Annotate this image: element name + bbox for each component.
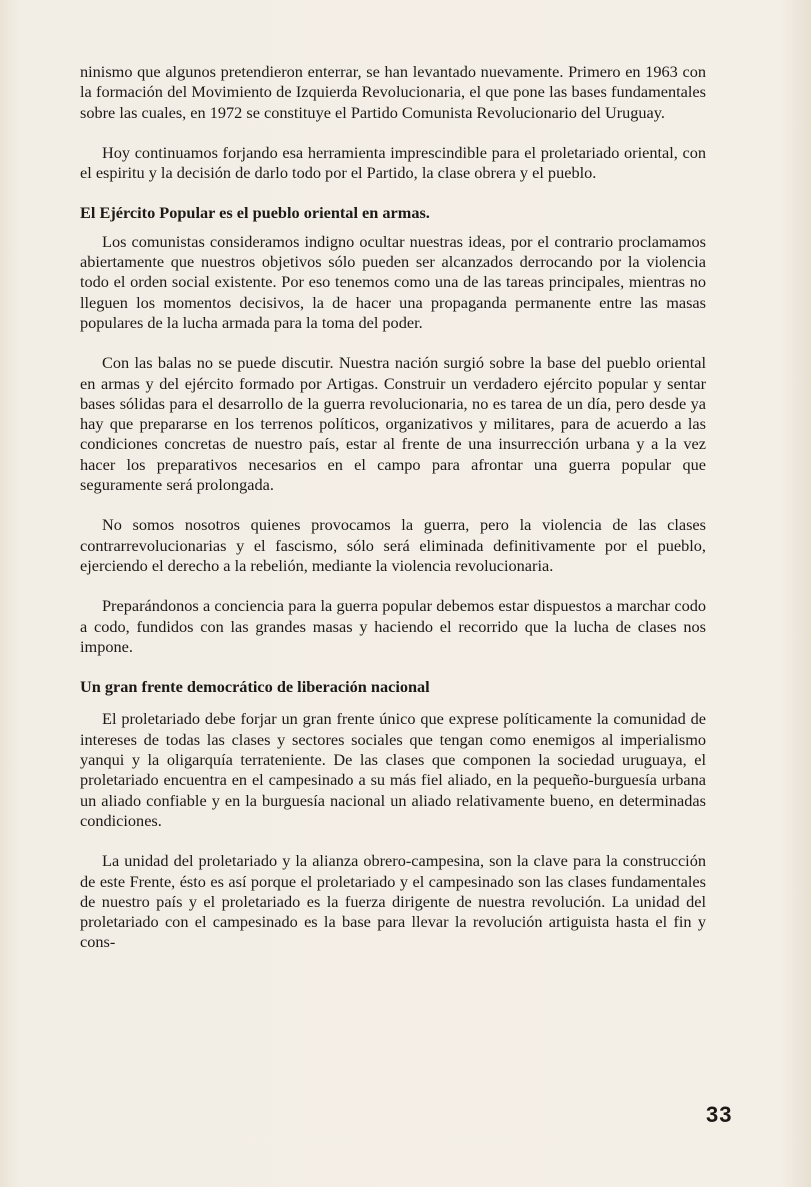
paragraph-1: ninismo que algunos pretendieron enterrar, se han levantado nuevamente. Primero en 1963 con la formación del Movimiento de Izquierda Revolucionaria, el que pone las bases fundamentales sobre las cuales, en 1972 se constituye el Partido Comunista Revolucionario del Uruguay. <box>80 62 706 122</box>
paragraph-8: La unidad del proletariado y la alianza obrero-campesina, son la clave para la construcción de este Frente, ésto es así porque el proletariado y el campesinado son las clases fundamentales de nuestro país y el proletariado es la fuerza dirigente de nuestra revolución. La unidad del proletariado con el campesinado es la base para llevar la revolución artiguista hasta el fin y cons- <box>80 851 706 952</box>
paragraph-7: El proletariado debe forjar un gran frente único que exprese políticamente la comunidad de intereses de todas las clases y sectores sociales que tengan como enemigos al imperialismo yanqui y la oligarquía terrateniente. De las clases que componen la sociedad uruguaya, el proletariado encuentra en el campesinado a su más fiel aliado, en la pequeño-burguesía urbana un aliado confiable y en la burguesía nacional un aliado relativamente bueno, en determinadas condiciones. <box>80 709 706 830</box>
paragraph-5: No somos nosotros quienes provocamos la guerra, pero la violencia de las clases contrarrevolucionarias y el fascismo, sólo será eliminada definitivamente por el pueblo, ejerciendo el derecho a la rebelión, mediante la violencia revolucionaria. <box>80 515 706 575</box>
section-heading-ejercito: El Ejército Popular es el pueblo oriental en armas. <box>80 203 430 223</box>
paragraph-3: Los comunistas consideramos indigno ocultar nuestras ideas, por el contrario proclamamos abiertamente que nuestros objetivos sólo pueden ser alcanzados derrocando por la violencia todo el orden social existente. Por eso tenemos como una de las tareas principales, mientras no lleguen los momentos decisivos, la de hacer una propaganda permanente entre las masas populares de la lucha armada para la toma del poder. <box>80 231 706 332</box>
paragraph-4: Con las balas no se puede discutir. Nuestra nación surgió sobre la base del pueblo oriental en armas y del ejército formado por Artigas. Construir un verdadero ejército popular y sentar bases sólidas para el desarrollo de la guerra revolucionaria, no es tarea de un día, pero desde ya hay que prepararse en los terrenos políticos, organizativos y militares, para de acuerdo a las condiciones concretas de nuestro país, estar al frente de una insurrección urbana y a la vez hacer los preparativos necesarios en el campo para afrontar una guerra popular que seguramente será prolongada. <box>80 353 706 495</box>
section-heading-frente: Un gran frente democrático de liberación nacional <box>80 677 430 697</box>
page-number: 33 <box>706 1102 733 1127</box>
page-body <box>80 62 706 953</box>
paragraph-2: Hoy continuamos forjando esa herramienta imprescindible para el proletariado oriental, con el espiritu y la decisión de darlo todo por el Partido, la clase obrera y el pueblo. <box>80 142 706 183</box>
paragraph-6: Preparándonos a conciencia para la guerra popular debemos estar dispuestos a marchar codo a codo, fundidos con las grandes masas y haciendo el recorrido que la lucha de clases nos impone. <box>80 596 706 656</box>
